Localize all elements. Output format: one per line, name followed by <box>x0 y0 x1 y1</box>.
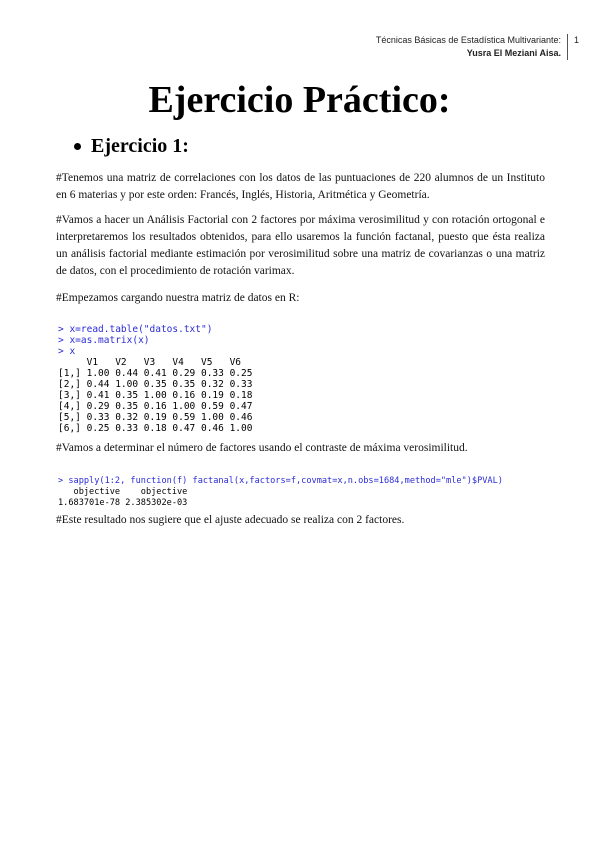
section-label: Ejercicio 1: <box>91 135 189 157</box>
paragraph-conclusion: #Este resultado nos sugiere que el ajuste adecuado se realiza con 2 factores. <box>56 514 405 526</box>
paragraph-factors: #Vamos a determinar el número de factores usando el contraste de máxima verosimilitud. <box>56 442 468 454</box>
page-header <box>376 34 579 60</box>
section-heading <box>74 135 189 158</box>
code-line: > sapply(1:2, function(f) factanal(x,factors=f,covmat=x,n.obs=1684,method="mle")$PVAL) <box>58 476 503 486</box>
header-author: Yusra El Meziani Aisa. <box>466 48 561 58</box>
paragraph-intro: #Tenemos una matriz de correlaciones con los datos de las puntuaciones de 220 alumnos de un Instituto en 6 materias y por este orden: Francés, Inglés, Historia, Aritmética y Geometría. <box>56 172 545 201</box>
matrix-row: [2,] 0.44 1.00 0.35 0.35 0.32 0.33 <box>58 379 253 390</box>
code-output: objective objective <box>58 487 188 497</box>
paragraph-method: #Vamos a hacer un Análisis Factorial con 2 factores por máxima verosimilitud y con rotación ortogonal e interpretaremos los resultados obtenidos, para ello usaremos la función factanal, puesto que ésta realiza un análisis factorial mediante estimación por verosimilitud sobre una matriz de covarianzas o una matriz de datos, con el procedimiento de rotación varimax. <box>56 214 545 277</box>
matrix-row: [1,] 1.00 0.44 0.41 0.29 0.33 0.25 <box>58 368 253 379</box>
code-output: 1.683701e-78 2.385302e-03 <box>58 498 188 508</box>
matrix-row: [3,] 0.41 0.35 1.00 0.16 0.19 0.18 <box>58 390 253 401</box>
matrix-row: [6,] 0.25 0.33 0.18 0.47 0.46 1.00 <box>58 423 253 434</box>
page-number: 1 <box>573 35 579 45</box>
matrix-row: [4,] 0.29 0.35 0.16 1.00 0.59 0.47 <box>58 401 253 412</box>
header-divider <box>567 34 568 60</box>
header-course: Técnicas Básicas de Estadística Multivariante: <box>375 35 561 45</box>
code-block-load <box>58 313 252 445</box>
bullet-icon <box>74 143 81 150</box>
code-line: > x <box>58 346 76 357</box>
matrix-row: [5,] 0.33 0.32 0.19 0.59 1.00 0.46 <box>58 412 253 423</box>
code-line: > x=read.table("datos.txt") <box>58 324 213 335</box>
code-line: > x=as.matrix(x) <box>58 335 150 346</box>
matrix-header: V1 V2 V3 V4 V5 V6 <box>58 357 242 368</box>
page-title: Ejercicio Práctico: <box>148 79 451 121</box>
paragraph-load: #Empezamos cargando nuestra matriz de datos en R: <box>56 292 300 304</box>
